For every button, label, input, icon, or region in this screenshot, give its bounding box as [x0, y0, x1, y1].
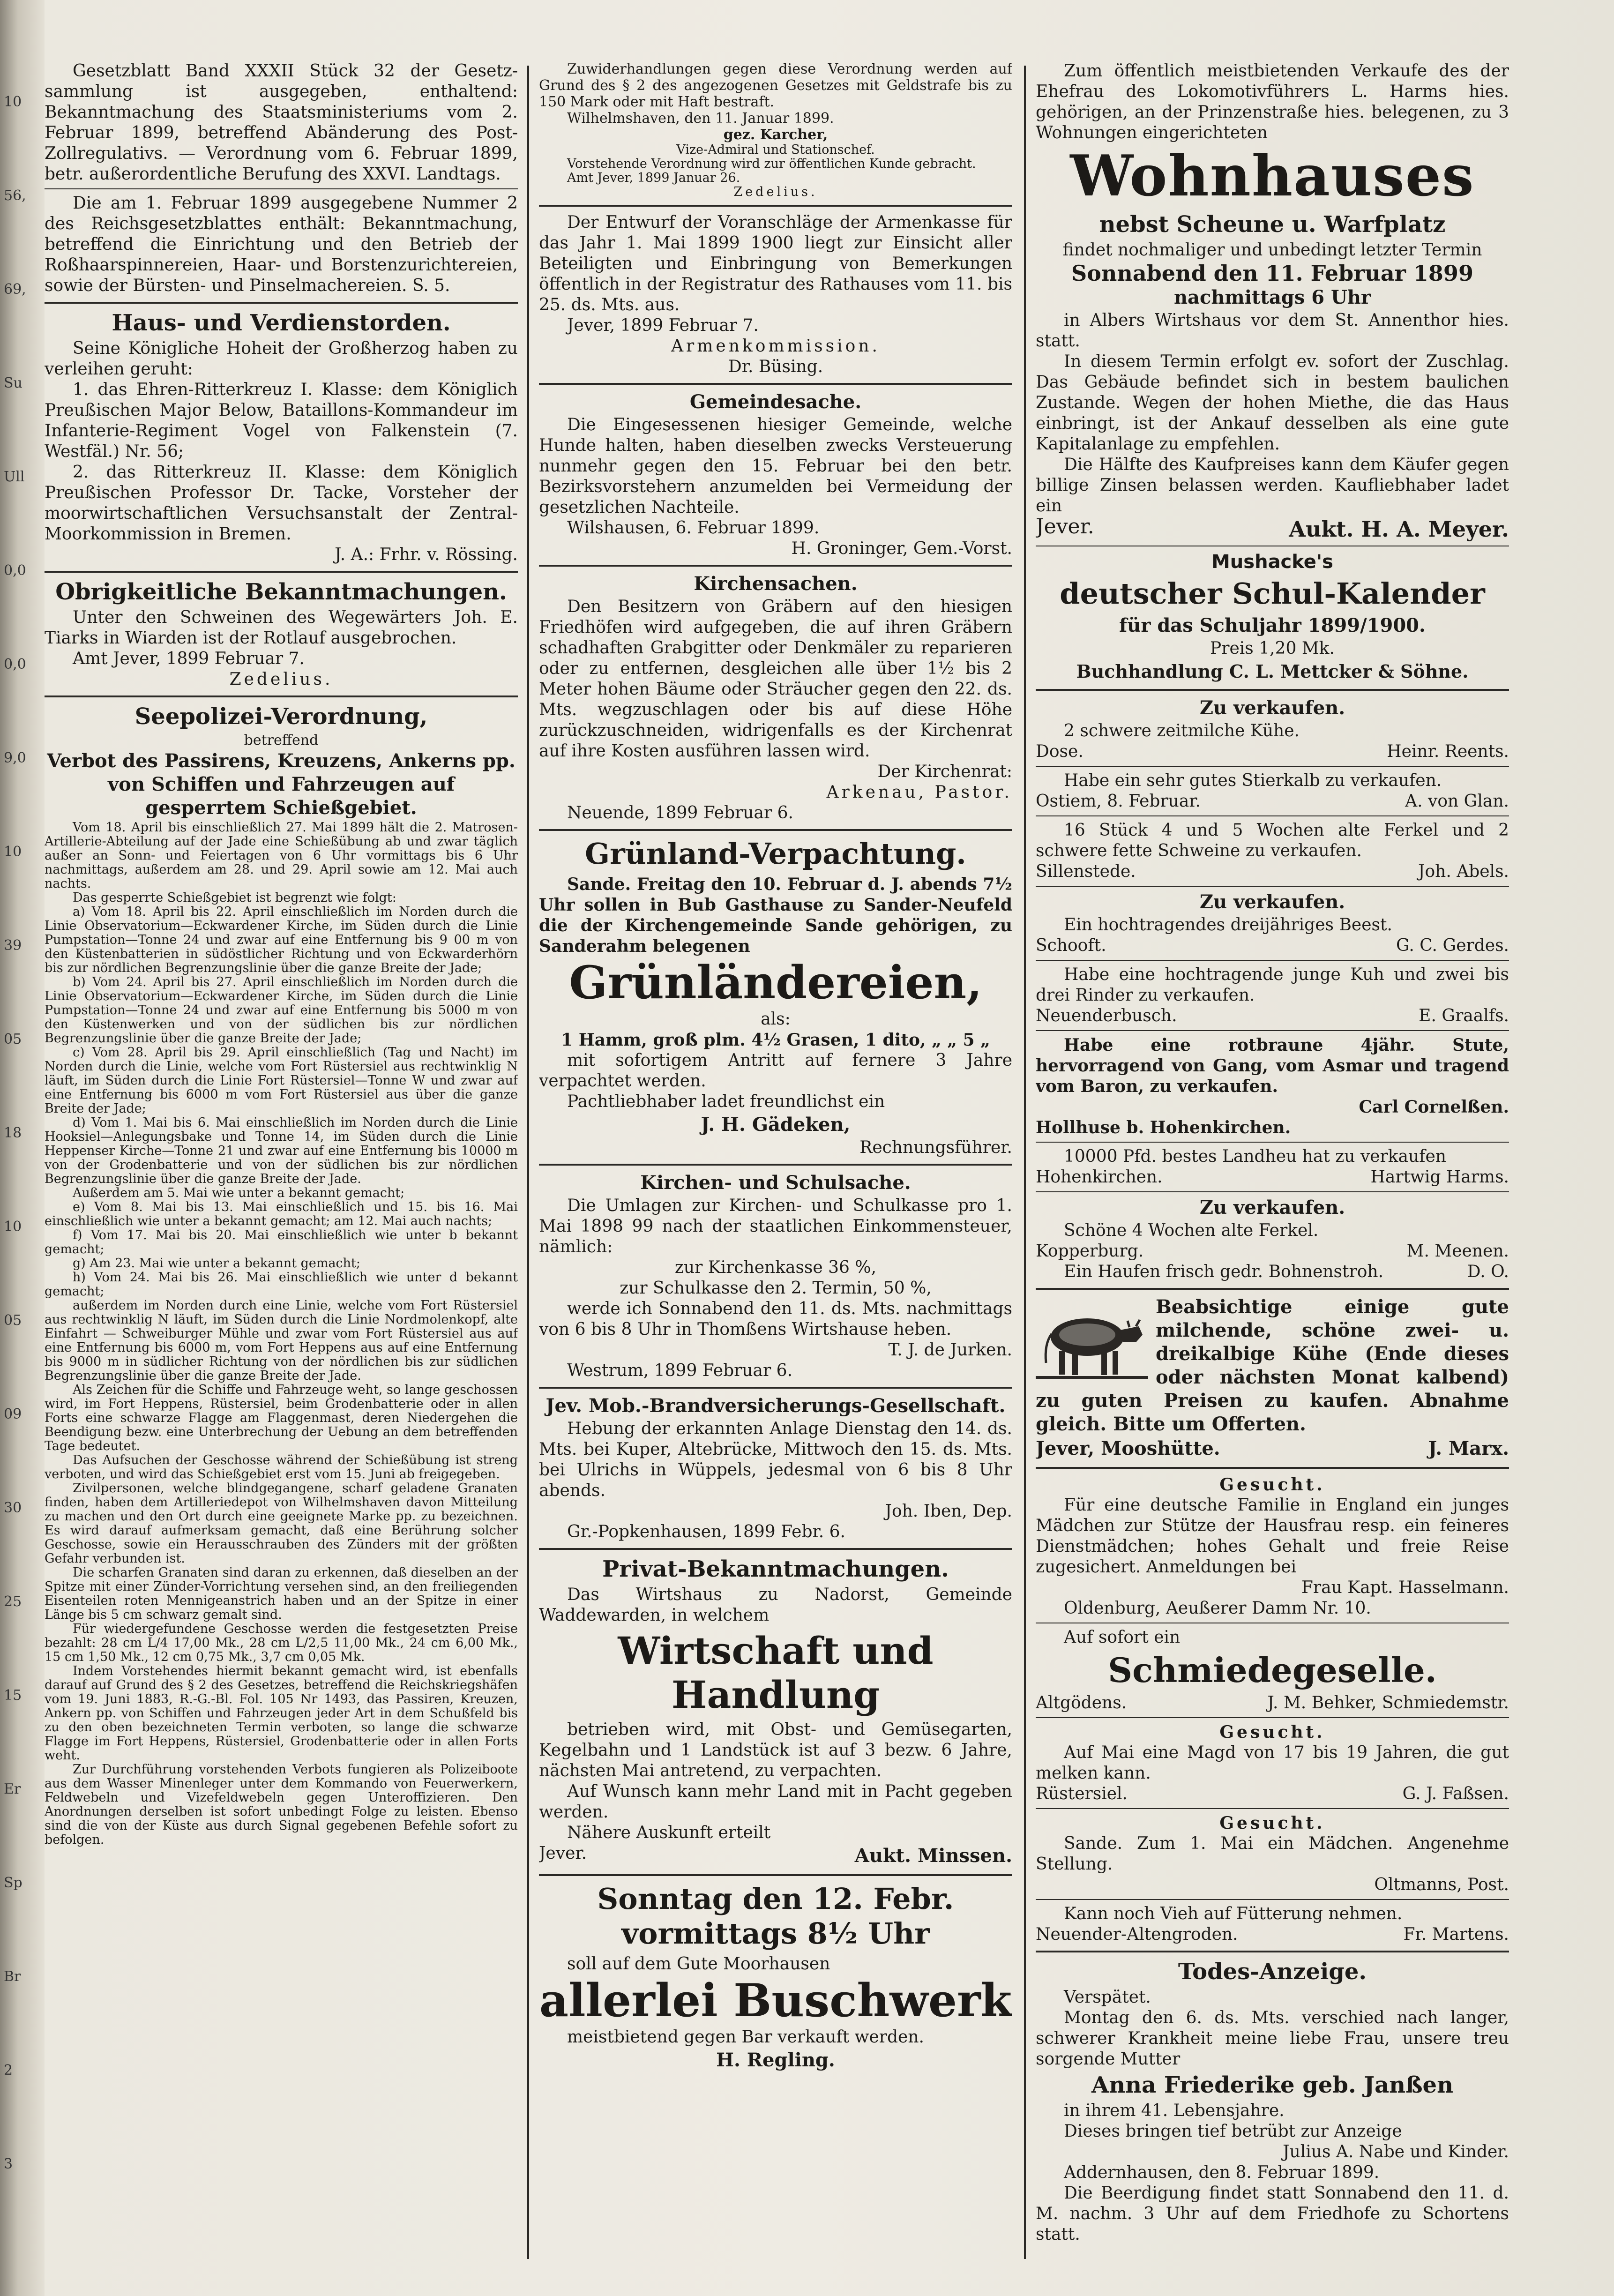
bohnen-row: [1036, 1262, 1509, 1282]
kirche-signature: Arkenau, Pastor.: [826, 783, 1012, 802]
vieh-place: Neuender-Altengroden.: [1036, 1925, 1238, 1944]
wohn-text-2: findet nochmaliger und unbedingt letzter Termin: [1062, 240, 1482, 260]
edge-fragment: 25: [4, 1593, 22, 1610]
obrig-heading: Obrigkeitliche Bekanntmachungen.: [55, 579, 507, 605]
seepolizei-paragraph: Vom 18. April bis einschließlich 27. Mai 1899 hält die 2. Matrosen-Artillerie-Abteilung auf der Jade eine Schießübung ab und zwar täglich außer an Sonn- und Feiertagen von 6 Uhr vormittags bis 6 Uhr nachmittags, außerdem am 28. und 29. April sowie am 12. Mai auch nachts.: [45, 820, 518, 891]
zuv4-sign-row: [1036, 935, 1509, 956]
schmied-intro: Auf sofort ein: [1064, 1628, 1181, 1647]
kirche-org: Der Kirchenrat:: [877, 762, 1012, 781]
seepolizei-paragraph: h) Vom 24. Mai bis 26. Mai einschließlich wie unter d bekannt gemacht;: [45, 1270, 518, 1299]
seepolizei-paragraph: a) Vom 18. April bis 22. April einschließlich im Norden durch die Linie Observatorium—Eckwardener Kirche, im Süden durch die Linie Pumpstation—Tonne 24 und zwar auf eine Entfernung bis 9 00 m von den Küstenbatterien in südöstlicher Richtung und von Eckwarderhörn bis zur nördlichen Begrenzungslinie über die ganze Breite der Jade;: [45, 905, 518, 975]
gruen-big-title: Grünländereien,: [569, 956, 982, 1009]
edge-fragment: 9,0: [4, 750, 26, 766]
schul-kirchenkasse: zur Kirchenkasse 36 %,: [674, 1258, 877, 1277]
seepolizei-paragraph: b) Vom 24. April bis 27. April einschließlich im Norden durch die Linie Observatorium—Eckwardener Kirche, im Süden durch die Linie Pumpstation—Tonne 24 und zwar auf eine Entfernung bis 5000 m von den Küstenwerken und von der südlichen bis zur nördlichen Begrenzungslinie über die ganze Breite der Jade;: [45, 975, 518, 1046]
kirche-heading: Kirchensachen.: [694, 573, 858, 595]
schul-schulkasse: zur Schulkasse den 2. Termin, 50 %,: [620, 1279, 932, 1298]
wohn-text-5: Die Hälfte des Kaufpreises kann dem Käufer gegen billige Zinsen belassen werden. Kaufliebhaber ladet ein: [1036, 455, 1509, 516]
schmied-sign-row: [1036, 1693, 1509, 1713]
armen-date: Jever, 1899 Februar 7.: [567, 316, 759, 335]
vorst-date: Amt Jever, 1899 Januar 26.: [567, 171, 740, 185]
mob-date: Gr.-Popkenhausen, 1899 Febr. 6.: [567, 1522, 845, 1541]
divider: [1036, 1467, 1509, 1469]
tod-text-5: Die Beerdigung findet statt Sonnabend den 11. d. M. nachm. 3 Uhr auf dem Friedhofe zu Schortens statt.: [1036, 2184, 1509, 2244]
edge-fragment: 56,: [4, 187, 26, 204]
privat-text-2: Auf Wunsch kann mehr Land mit in Pacht gegeben werden.: [539, 1782, 1012, 1822]
schmied-big-title: Schmiedegeselle.: [1108, 1650, 1437, 1690]
ferkel-signature: M. Meenen.: [1406, 1241, 1509, 1261]
stute-place: Hollhuse b. Hohenkirchen.: [1036, 1118, 1291, 1137]
gemeinde-text: Die Eingesessenen hiesiger Gemeinde, welche Hunde halten, haben dieselben zwecks Versteuerung nunmehr gegen den 15. Februar bei den betr. Bezirksvorstehern anzumelden bei Vermeidung der gesetzlichen Nachteile.: [539, 415, 1012, 517]
divider: [1036, 1030, 1509, 1031]
ges1-place: Oldenburg, Aeußerer Damm Nr. 10.: [1064, 1599, 1371, 1618]
seepolizei-paragraph: Das Aufsuchen der Geschosse während der Schießübung ist streng verboten, und wird das Schießgebiet erst vom 15. Juni ab freigegeben.: [45, 1453, 518, 1481]
kirche-text: Den Besitzern von Gräbern auf den hiesigen Friedhöfen wird aufgegeben, die auf ihren Gräbern schadhaften Grabgitter oder Denkmäler zu reparieren oder zu entfernen, desgleichen alle über 1½ bis 2 Meter hohen Bäume oder Sträucher gegen den 22. ds. Mts. wegzuschlagen oder bis auf diese Höhe zurückzuschneiden, widrigenfalls es der Kirchenrat auf ihre Kosten ausführen lassen wird.: [539, 597, 1012, 761]
divider: [45, 571, 518, 573]
seepolizei-paragraph: Die scharfen Granaten sind daran zu erkennen, daß dieselben an der Spitze mit einer Zünder-Vorrichtung versehen sind, an den freiliegenden Eisenteilen roten Mennigeanstrich haben und an der Spitze in einer Länge bis 5 cm schwarz gemalt sind.: [45, 1565, 518, 1622]
vieh-text: Kann noch Vieh auf Fütterung nehmen.: [1064, 1904, 1403, 1923]
ges3-text: Sande. Zum 1. Mai ein Mädchen. Angenehme Stellung.: [1036, 1834, 1509, 1874]
zuv1-signature: Heinr. Reents.: [1387, 742, 1509, 761]
schul-signature: T. J. de Jurken.: [888, 1340, 1012, 1360]
edge-fragment: 69,: [4, 281, 26, 298]
zuv4-place: Schooft.: [1036, 936, 1106, 955]
seepolizei-heading: Seepolizei-Verordnung,: [134, 703, 428, 730]
mob-heading: Jev. Mob.-Brandversicherungs-Gesellschaft.: [545, 1395, 1006, 1417]
gruen-heading: Grünland-Verpachtung.: [585, 837, 966, 871]
orden-item: 1. das Ehren-Ritterkreuz I. Klasse: dem Königlich Preußischen Major Below, Bataillons-Kommandeur im Infanterie-Regiment Vogel von Falkenstein (7. Westfäl.) Nr. 56;: [45, 380, 518, 461]
ges2-heading: Gesucht.: [1219, 1722, 1325, 1742]
edge-fragment: 0,0: [4, 656, 26, 673]
seepolizei-paragraph: e) Vom 8. Mai bis 13. Mai einschließlich und 15. bis 16. Mai einschließlich wie unter a bekannt gemacht; am 12. Mai auch nachts;: [45, 1200, 518, 1228]
wohn-place: Jever.: [1036, 515, 1094, 538]
column-1: [45, 61, 518, 2268]
seepolizei-betreffend: betreffend: [244, 732, 319, 748]
kirche-date: Neuende, 1899 Februar 6.: [567, 803, 793, 823]
divider: [1036, 886, 1509, 887]
zuv5-sign-row: [1036, 1006, 1509, 1026]
seepolizei-paragraph: außerdem im Norden durch eine Linie, welche vom Fort Rüstersiel aus rechtwinklig N läuft, im Süden durch die Linie Nordmolenkopf, alte Einfahrt — Schweiburger Mühle und zwar vom Fort Rüstersiel aus auf eine Entfernung bis 6000 m, vom Fort Heppens aus auf eine Entfernung bis 9000 m in südlicher Richtung von der nördlichen bis zur südlichen Begrenzungslinie über die ganze Breite der Jade.: [45, 1298, 518, 1383]
zuwider-date: Wilhelmshaven, den 11. Januar 1899.: [567, 110, 834, 127]
seepolizei-paragraph: Für wiedergefundene Geschosse werden die festgesetzten Preise bezahlt: 28 cm L/4 17,00 Mk., 28 cm L/2,5 11,00 Mk., 24 cm 6,00 Mk., 15 cm 1,50 Mk., 12 cm 0,75 Mk., 3,7 cm 0,05 Mk.: [45, 1622, 518, 1664]
seepolizei-paragraph: f) Vom 17. Mai bis 20. Mai einschließlich wie unter b bekannt gemacht;: [45, 1228, 518, 1256]
seepolizei-paragraph: g) Am 23. Mai wie unter a bekannt gemacht;: [73, 1256, 360, 1271]
edge-fragment: Su: [4, 375, 22, 391]
obrig-signature: Zedelius.: [229, 670, 333, 689]
vieh-sign-row: [1036, 1924, 1509, 1945]
armen-org: Armenkommission.: [671, 337, 880, 356]
divider: [45, 696, 518, 697]
zuv3-place: Sillenstede.: [1036, 862, 1136, 881]
zuv3-signature: Joh. Abels.: [1418, 862, 1509, 881]
divider: [1036, 1808, 1509, 1809]
gemeinde-signature: H. Groninger, Gem.-Vorst.: [791, 539, 1012, 558]
orden-heading: Haus- und Verdienstorden.: [112, 310, 451, 336]
armen-signature: Dr. Büsing.: [728, 357, 823, 376]
wohn-intro: Zum öffentlich meistbietenden Verkaufe des der Ehefrau des Lokomotivführers L. Harms hies. gehörigen, an der Prinzenstraße hies. belegenen, zu 3 Wohnungen eingerichteten: [1036, 61, 1509, 142]
edge-fragment: 10: [4, 94, 22, 110]
edge-fragment: 10: [4, 1219, 22, 1235]
zuv2-place: Ostiem, 8. Februar.: [1036, 792, 1201, 811]
divider: [539, 205, 1012, 207]
privat-intro: Das Wirtshaus zu Nadorst, Gemeinde Waddewarden, in welchem: [539, 1585, 1012, 1625]
mushacke-bookshop: Buchhandlung C. L. Mettcker & Söhne.: [1076, 661, 1469, 682]
ges3-heading: Gesucht.: [1219, 1813, 1325, 1833]
orden-item: 2. das Ritterkreuz II. Klasse: dem Königlich Preußischen Professor Dr. Tacke, Vorsteher der moorwirtschaftlichen Versuchsanstalt der Zentral-Moorkommission in Bremen.: [45, 463, 518, 544]
edge-fragment: 18: [4, 1125, 22, 1141]
edge-fragment: 09: [4, 1406, 22, 1422]
sonntag-heading: Sonntag den 12. Febr. vormittags 8½ Uhr: [597, 1882, 954, 1951]
privat-place: Jever.: [539, 1844, 587, 1863]
ferkel-text: Schöne 4 Wochen alte Ferkel.: [1064, 1221, 1319, 1240]
schul-rest: werde ich Sonnabend den 11. ds. Mts. nachmittags von 6 bis 8 Uhr in Thomßens Wirtshause heben.: [539, 1299, 1012, 1339]
zuv5-place: Neuenderbusch.: [1036, 1006, 1177, 1025]
gruen-signature: J. H. Gädeken,: [701, 1114, 851, 1136]
edge-fragment: 3: [4, 2156, 13, 2172]
kuehe-sign-row: [1036, 1436, 1509, 1461]
landheu-sign-row: [1036, 1167, 1509, 1188]
wohn-text-4: In diesem Termin erfolgt ev. sofort der Zuschlag. Das Gebäude befindet sich in bestem baulichen Zustande. Wegen der hohen Miethe, die das Haus einbringt, ist der Ankauf desselben als eine gute Kapitalanlage zu empfehlen.: [1036, 352, 1509, 454]
seepolizei-subject: Verbot des Passirens, Kreuzens, Ankerns pp. von Schiffen und Fahrzeugen auf gesperrtem Schießgebiet.: [47, 750, 516, 819]
wohn-big-title: Wohnhauses: [1070, 143, 1475, 209]
edge-fragment: 30: [4, 1500, 22, 1516]
schul-date: Westrum, 1899 Februar 6.: [567, 1361, 793, 1380]
divider: [539, 1387, 1012, 1389]
column-2: [539, 61, 1012, 2268]
divider: [539, 829, 1012, 831]
gruen-intro: Sande. Freitag den 10. Februar d. J. abends 7½ Uhr sollen in Bub Gasthause zu Sander-Neufeld die der Kirchengemeinde Sande gehörigen, zu Sanderahm belegenen: [539, 875, 1012, 956]
zuv4-signature: G. C. Gerdes.: [1396, 936, 1509, 955]
privat-sign-row: [539, 1843, 1012, 1869]
gruen-items: 1 Hamm, groß plm. 4½ Grasen, 1 dito, „ „ 5 „: [561, 1030, 990, 1050]
kuehe-text: Beabsichtige einige gute milchende, schöne zwei- u. dreikalbige Kühe (Ende dieses oder nächsten Monat kalbend) zu guten Preisen zu kaufen. Abnahme gleich. Bitte um Offerten.: [1036, 1296, 1509, 1435]
kuehe-signature: J. Marx.: [1428, 1437, 1509, 1459]
divider: [45, 188, 518, 189]
tod-heading: Todes-Anzeige.: [1178, 1959, 1367, 1985]
seepolizei-body: [45, 821, 518, 1847]
ges2-signature: G. J. Faßsen.: [1402, 1784, 1509, 1803]
ferkel-heading: Zu verkaufen.: [1199, 1197, 1345, 1219]
zuv5-signature: E. Graalfs.: [1419, 1006, 1509, 1025]
ferkel-sign-row: [1036, 1241, 1509, 1262]
mushacke-name: Mushacke's: [1211, 551, 1333, 573]
landheu-text: 10000 Pfd. bestes Landheu hat zu verkaufen: [1064, 1147, 1446, 1166]
tod-date: Addernhausen, den 8. Februar 1899.: [1064, 2163, 1380, 2182]
adjacent-page-edge: [0, 0, 45, 2296]
privat-signature: Aukt. Minssen.: [854, 1845, 1012, 1867]
privat-text-3: Nähere Auskunft erteilt: [567, 1823, 771, 1842]
zuwider-signature: gez. Karcher,: [723, 127, 828, 143]
tod-name: Anna Friederike geb. Janßen: [1091, 2072, 1453, 2098]
mob-signature: Joh. Iben, Dep.: [885, 1502, 1012, 1521]
orden-intro: Seine Königliche Hoheit der Großherzog haben zu verleihen geruht:: [45, 339, 518, 379]
tod-text-2: Montag den 6. ds. Mts. verschied nach langer, schwerer Krankheit meine liebe Frau, unsere treu sorgende Mutter: [1036, 2008, 1509, 2069]
sonntag-text: soll auf dem Gute Moorhausen: [567, 1954, 830, 1974]
zuv-heading: Zu verkaufen.: [1199, 697, 1345, 719]
zuv1-place: Dose.: [1036, 742, 1083, 761]
ges2-sign-row: [1036, 1784, 1509, 1804]
cow-icon: [1036, 1297, 1148, 1386]
ges1-text: Für eine deutsche Familie in England ein junges Mädchen zur Stütze der Hausfrau resp. ein feineres Dienstmädchen; hohes Gehalt und freie Reise zugesichert. Anmeldungen bei: [1036, 1496, 1509, 1577]
divider: [539, 1874, 1012, 1876]
gruen-als: als:: [761, 1010, 791, 1029]
divider: [539, 383, 1012, 385]
divider: [1036, 815, 1509, 816]
ges2-text: Auf Mai eine Magd von 17 bis 19 Jahren, die gut melken kann.: [1036, 1743, 1509, 1783]
divider: [45, 302, 518, 304]
cow-ad: [1036, 1295, 1509, 1461]
ges1-heading: Gesucht.: [1219, 1475, 1325, 1495]
edge-fragment: 0,0: [4, 562, 26, 579]
edge-fragment: Ull: [4, 469, 25, 485]
tod-signature: Julius A. Nabe und Kinder.: [1283, 2142, 1509, 2161]
edge-fragment: Sp: [4, 1875, 22, 1891]
gemeinde-heading: Gemeindesache.: [689, 391, 862, 413]
divider: [1036, 1288, 1509, 1290]
ges2-place: Rüstersiel.: [1036, 1784, 1128, 1803]
bohnen-text: Ein Haufen frisch gedr. Bohnenstroh.: [1064, 1262, 1384, 1281]
zuv1-text: 2 schwere zeitmilche Kühe.: [1064, 721, 1300, 740]
zuv1-sign-row: [1036, 741, 1509, 762]
ges3-signature: Oltmanns, Post.: [1374, 1875, 1509, 1894]
zuv3-sign-row: [1036, 861, 1509, 882]
seepolizei-paragraph: Zivilpersonen, welche blindgegangene, scharf geladene Granaten finden, haben dem Artilleriedepot von Wilhelmshaven davon Mitteilung zu machen und den Ort durch eine geeignete Marke pp. zu bezeichnen. Es wird darauf aufmerksam gemacht, daß eine Berührung solcher Geschosse, sowie ein Herausschrauben des Zünders mit der größten Gefahr verbunden ist.: [45, 1481, 518, 1566]
privat-big-title: Wirtschaft und Handlung: [618, 1629, 934, 1717]
column-rule: [1024, 66, 1026, 2259]
divider: [1036, 960, 1509, 961]
vieh-signature: Fr. Martens.: [1403, 1925, 1509, 1944]
divider: [1036, 1951, 1509, 1952]
divider: [1036, 1191, 1509, 1192]
bohnen-signature: D. O.: [1467, 1262, 1509, 1281]
gruen-ladet: Pachtliebhaber ladet freundlichst ein: [567, 1092, 885, 1111]
mob-text: Hebung der erkannten Anlage Dienstag den 14. ds. Mts. bei Kuper, Altebrücke, Mittwoch den 15. ds. Mts. bei Ulrichs in Wüppels, jedesmal von 6 bis 8 Uhr abends.: [539, 1419, 1012, 1500]
gemeinde-date: Wilshausen, 6. Februar 1899.: [567, 518, 820, 538]
edge-fragment: 05: [4, 1312, 22, 1329]
edge-fragment: Br: [4, 1968, 21, 1985]
gruen-role: Rechnungsführer.: [859, 1138, 1012, 1157]
schul-text: Die Umlagen zur Kirchen- und Schulkasse pro 1. Mai 1898 99 nach der staatlichen Einkommensteuer, nämlich:: [539, 1196, 1012, 1256]
orden-signature: J. A.: Frhr. v. Rössing.: [335, 545, 518, 564]
ges1-signature: Frau Kapt. Hasselmann.: [1301, 1578, 1509, 1597]
seepolizei-paragraph: c) Vom 28. April bis 29. April einschließlich (Tag und Nacht) im Norden durch die Linie, welche vom Fort Rüstersiel aus rechtwinklig N läuft, im Süden durch die Linie Fort Rüstersiel—Tonne W und zwar auf eine Entfernung bis 6000 m vom Fort Rüstersiel aus über die ganze Breite der Jade;: [45, 1045, 518, 1116]
vorst-text: Vorstehende Verordnung wird zur öffentlichen Kunde gebracht.: [567, 157, 976, 171]
seepolizei-paragraph: Als Zeichen für die Schiffe und Fahrzeuge weht, so lange geschossen wird, im Fort Heppens, Rüstersiel, beim Grodenbatterie oder in allen Forts eine schwarze Flagge am Flaggenmast, deren Niedergehen die Beendigung bezw. eine Unterbrechung der Uebung an dem betreffenden Tage bedeutet.: [45, 1383, 518, 1453]
schul-heading: Kirchen- und Schulsache.: [640, 1172, 911, 1194]
divider: [539, 1548, 1012, 1550]
zuv4-text: Ein hochtragendes dreijähriges Beest.: [1064, 915, 1392, 935]
zuv2-sign-row: [1036, 791, 1509, 812]
zuv5-text: Habe eine hochtragende junge Kuh und zwei bis drei Rinder zu verkaufen.: [1036, 965, 1509, 1005]
reichsgesetz-notice: Die am 1. Februar 1899 ausgegebene Nummer 2 des Reichsgesetzblattes enthält: Bekanntmachung, betreffend die Einrichtung und den Betrieb der Roßhaarspinnereien, Haar- und Borstenzurichtereien, sowie der Bürsten- und Pinselmachereien. S. 5.: [45, 194, 518, 295]
mushacke-title: deutscher Schul-Kalender: [1060, 576, 1485, 611]
wohn-text-3: in Albers Wirtshaus vor dem St. Annenthor hies. statt.: [1036, 311, 1509, 351]
wohn-subtitle: nebst Scheune u. Warfplatz: [1099, 211, 1446, 238]
edge-fragment: 39: [4, 937, 22, 954]
divider: [1036, 1899, 1509, 1900]
zuwider-role: Vize-Admiral und Stationschef.: [676, 142, 875, 157]
sonntag-signature: H. Regling.: [716, 2049, 835, 2071]
divider: [1036, 766, 1509, 767]
edge-fragment: 05: [4, 1031, 22, 1047]
divider: [1036, 1717, 1509, 1718]
divider: [1036, 689, 1509, 691]
wohn-time: nachmittags 6 Uhr: [1173, 286, 1371, 308]
ferkel-place: Kopperburg.: [1036, 1241, 1144, 1261]
privat-heading: Privat-Bekanntmachungen.: [602, 1556, 949, 1582]
wohn-signature: Aukt. H. A. Meyer.: [1289, 516, 1509, 542]
gruen-rest: mit sofortigem Antritt auf fernere 3 Jahre verpachtet werden.: [539, 1051, 1012, 1091]
sonntag-big-title: allerlei Buschwerk: [539, 1974, 1012, 2027]
tod-text-1: Verspätet.: [1064, 1988, 1151, 2007]
landheu-place: Hohenkirchen.: [1036, 1167, 1163, 1187]
column-rule: [527, 66, 529, 2259]
seepolizei-paragraph: Zur Durchführung vorstehenden Verbots fungieren als Polizeiboote aus dem Wasser Minenleger unter dem Kommando von Feuerwerkern, Feldwebeln und Vizefeldwebeln gegen Unteroffizieren. Den Anordnungen derselben ist sofort unbedingt Folge zu leisten. Ebenso sind die von der Küste aus durch Signal gegebenen Befehle sofort zu befolgen.: [45, 1762, 518, 1847]
obrig-date: Amt Jever, 1899 Februar 7.: [73, 649, 305, 668]
seepolizei-paragraph: Indem Vorstehendes hiermit bekannt gemacht wird, ist ebenfalls darauf auf Grund des § 2 des Gesetzes, betreffend die Reichskriegshäfen vom 19. Juni 1883, R.-G.-Bl. Fol. 105 Nr 1493, das Passiren, Kreuzen, Ankern pp. von Schiffen und Fahrzeugen jeder Art in dem Schußfeld bis zu den oben bezeichneten Termin verboten, so lange die schwarze Flagge im Fort Heppens, Rüstersiel, Grodenbatterie oder in allen Forts weht.: [45, 1664, 518, 1763]
privat-text: betrieben wird, mit Obst- und Gemüsegarten, Kegelbahn und 1 Landstück ist auf 3 bezw. 6 Jahre, nächsten Mai antretend, zu verpachten.: [539, 1720, 1012, 1780]
armen-text: Der Entwurf der Voranschläge der Armenkasse für das Jahr 1. Mai 1899 1900 liegt zur Einsicht aller Beteiligten und Einbringung von Bemerkungen öffentlich in der Registratur des Rathauses vom 11. bis 25. ds. Mts. aus.: [539, 213, 1012, 314]
landheu-signature: Hartwig Harms.: [1370, 1167, 1509, 1187]
zuwider-text: Zuwiderhandlungen gegen diese Verordnung werden auf Grund des § 2 des angezogenen Gesetzes mit Geldstrafe bis zu 150 Mark oder mit Haft bestraft.: [539, 61, 1012, 110]
wohn-sign-row: [1036, 516, 1509, 542]
zuv2-text: Habe ein sehr gutes Stierkalb zu verkaufen.: [1064, 771, 1442, 790]
mushacke-price: Preis 1,20 Mk.: [1210, 639, 1335, 658]
tod-text-4: Dieses bringen tief betrübt zur Anzeige: [1064, 2122, 1402, 2141]
schmied-place: Altgödens.: [1036, 1693, 1127, 1713]
seepolizei-paragraph: Außerdem am 5. Mai wie unter a bekannt gemacht;: [73, 1186, 405, 1200]
obrig-text: Unter den Schweinen des Wegewärters Joh. E. Tiarks in Wiarden ist der Rotlauf ausgebrochen.: [45, 608, 518, 648]
divider: [539, 1164, 1012, 1166]
seepolizei-paragraph: d) Vom 1. Mai bis 6. Mai einschließlich im Norden durch die Linie Hooksiel—Anlegungsbake und Tonne 14, im Süden durch die Linie Heppenser Kirche—Tonne 21 und zwar auf eine Entfernung bis 10000 m von der Grodenbatterie und von der südlichen bis zur nördlichen Begrenzungslinie über die ganze Breite der Jade.: [45, 1115, 518, 1186]
zuv3-text: 16 Stück 4 und 5 Wochen alte Ferkel und 2 schwere fette Schweine zu verkaufen.: [1036, 821, 1509, 860]
kuehe-place: Jever, Mooshütte.: [1036, 1437, 1220, 1459]
tod-text-3: in ihrem 41. Lebensjahre.: [1064, 2101, 1285, 2120]
vorst-signature: Zedelius.: [733, 185, 818, 199]
divider: [539, 565, 1012, 567]
zuv2-signature: A. von Glan.: [1405, 792, 1509, 811]
mushacke-year: für das Schuljahr 1899/1900.: [1119, 614, 1426, 636]
column-3: [1036, 61, 1509, 2268]
wohn-date: Sonnabend den 11. Februar 1899: [1071, 261, 1473, 286]
schmied-signature: J. M. Behker, Schmiedemstr.: [1267, 1693, 1509, 1713]
stute-text: Habe eine rotbraune 4jähr. Stute, hervorragend von Gang, vom Asmar und tragend vom Baron, zu verkaufen.: [1036, 1035, 1509, 1096]
gesetzblatt-notice: Gesetzblatt Band XXXII Stück 32 der Gesetz-sammlung ist ausgegeben, enthaltend: Bekanntmachung des Staatsministeriums vom 2. Februar 1899, betreffend Abänderung des Post-Zollregulativs. — Verordnung vom 6. Februar 1899, betr. außerordentliche Berufung des XXVI. Landtags.: [45, 61, 518, 184]
divider: [1036, 1142, 1509, 1143]
edge-fragment: Er: [4, 1781, 21, 1797]
stute-signature: Carl Cornelßen.: [1359, 1097, 1509, 1117]
edge-fragment: 2: [4, 2062, 13, 2079]
sonntag-text-3: meistbietend gegen Bar verkauft werden.: [567, 2027, 924, 2047]
edge-fragment: 15: [4, 1687, 22, 1704]
seepolizei-paragraph: Das gesperrte Schießgebiet ist begrenzt wie folgt:: [73, 890, 396, 905]
zuv4-heading: Zu verkaufen.: [1199, 891, 1345, 913]
edge-fragment: 10: [4, 844, 22, 860]
